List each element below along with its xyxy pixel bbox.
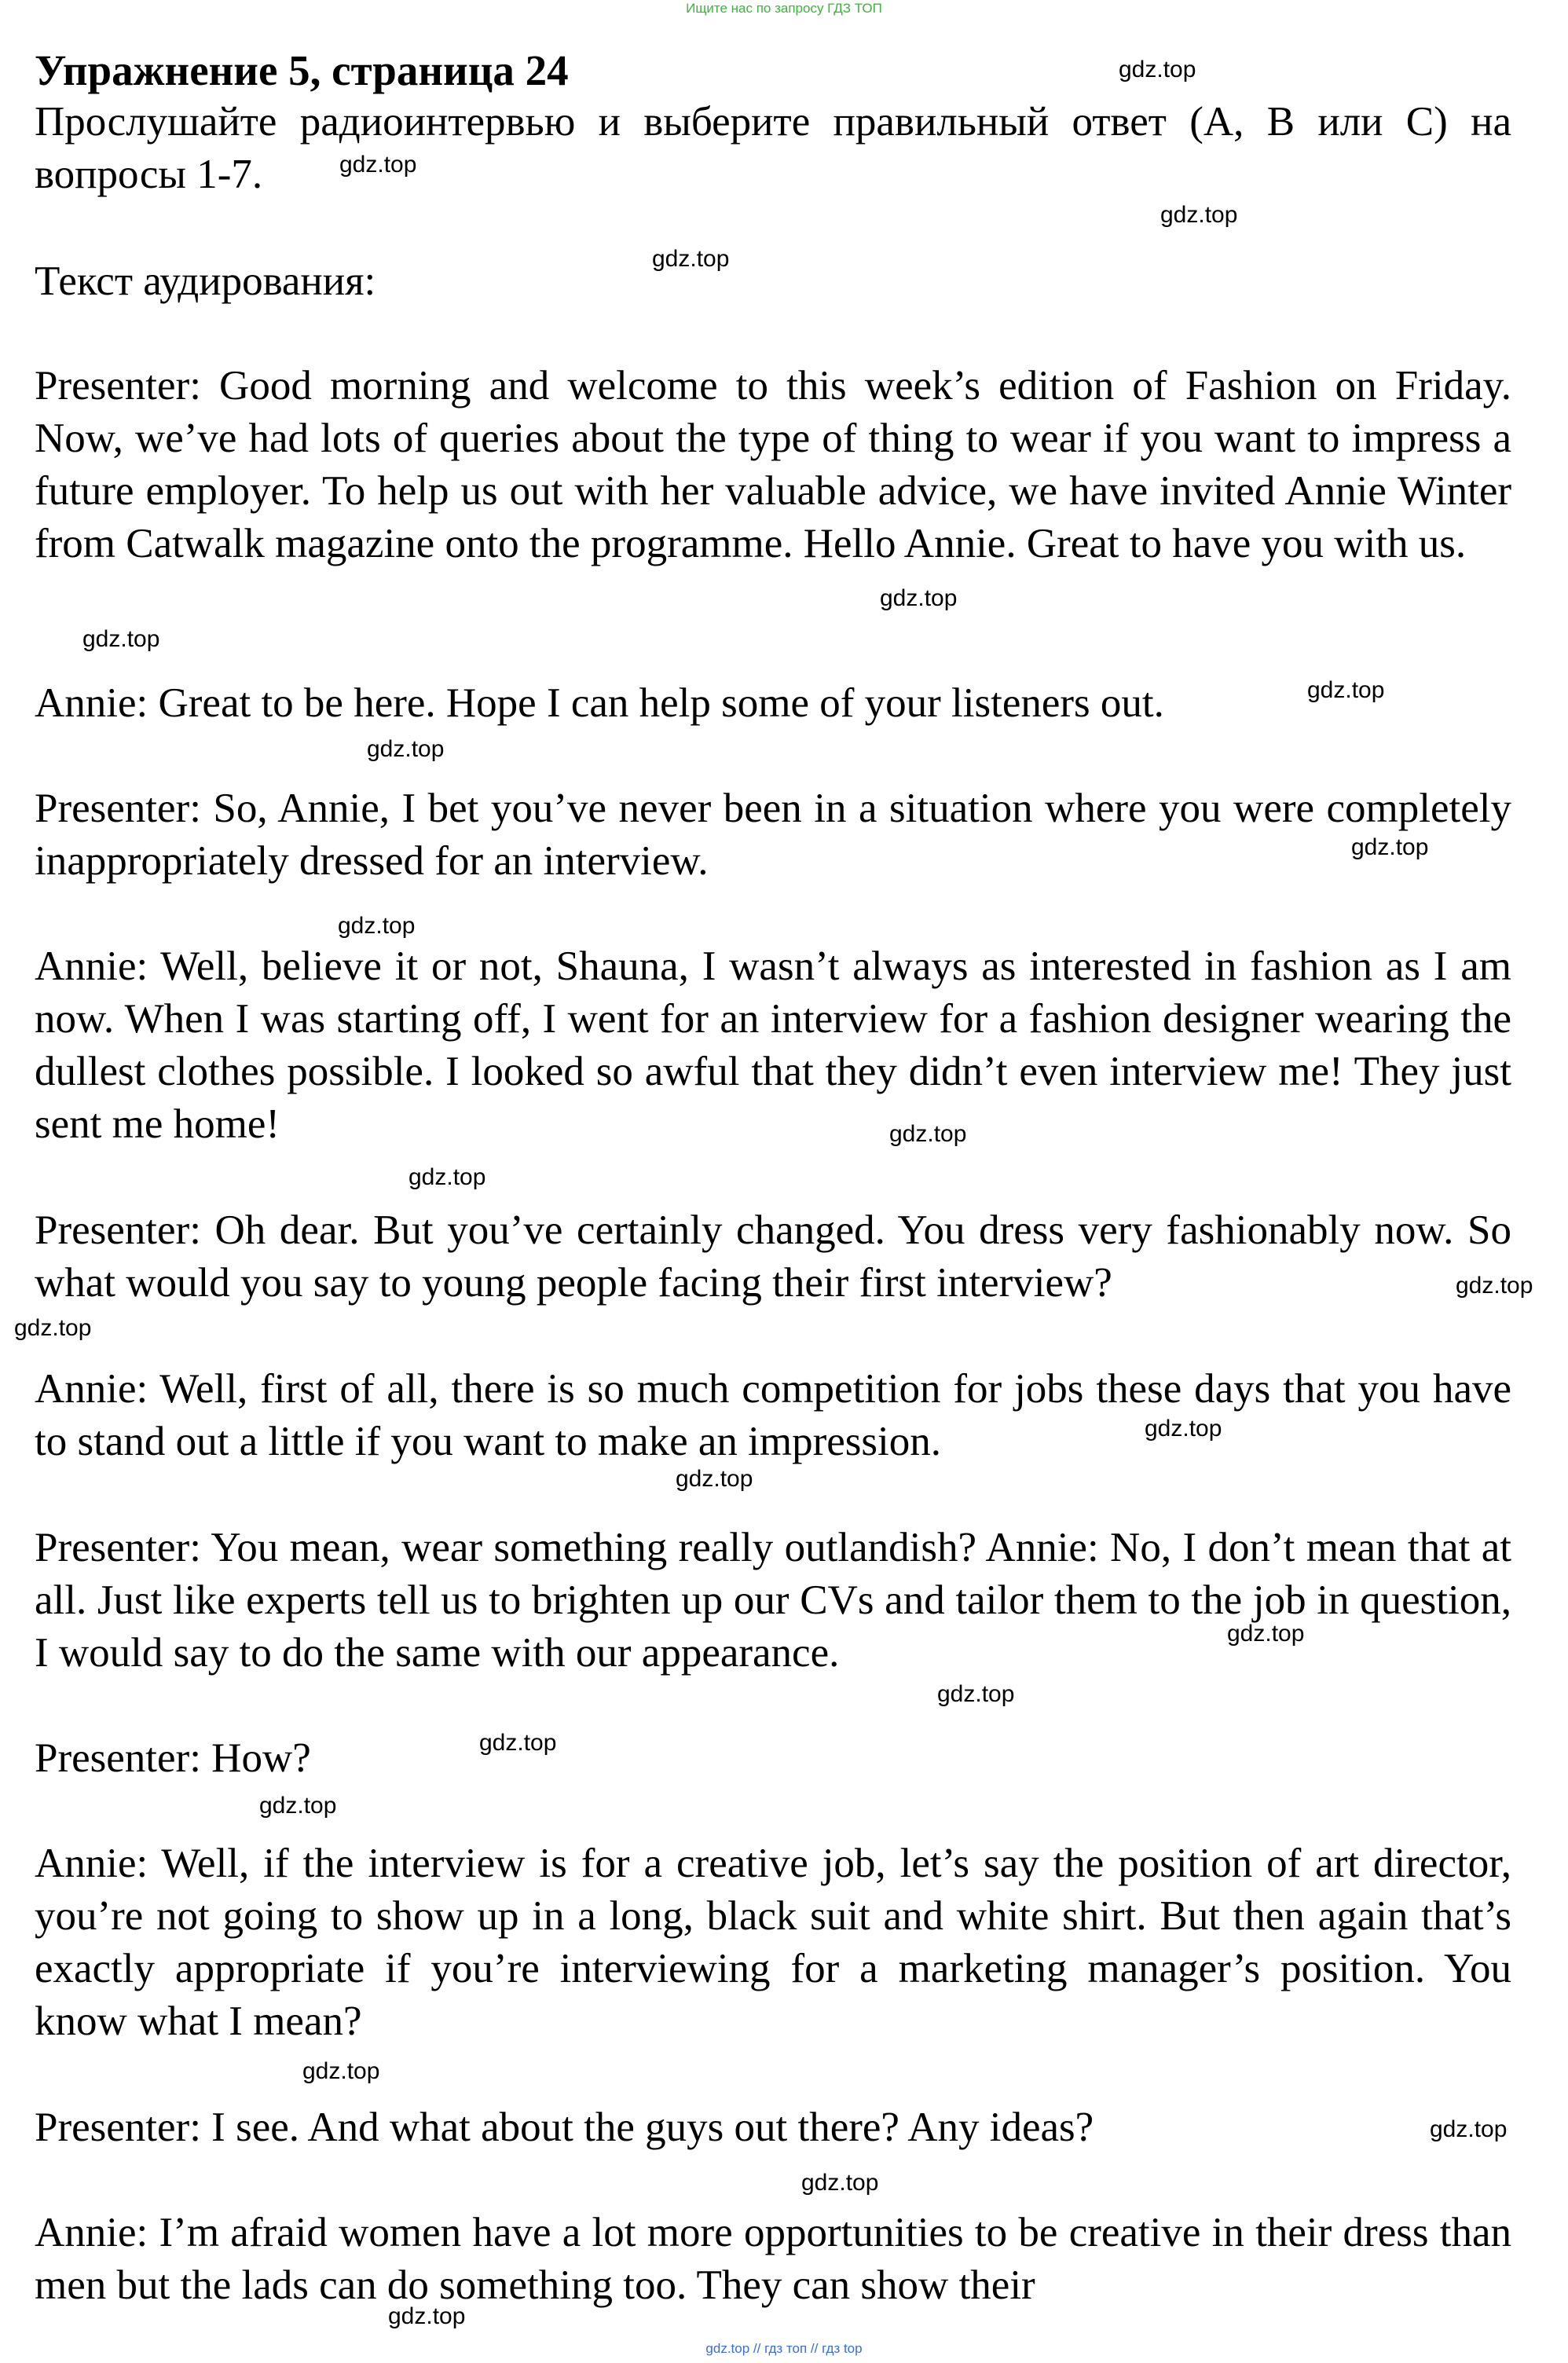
transcript-paragraph: Presenter: You mean, wear something really outlandish? Annie: No, I don’t mean that at all. Just like experts tell us to brighten up our CVs and tailor them to the job in question, I would say to do the same with our appearance. [35,1525,1511,1676]
transcript-paragraph: Annie: Great to be here. Hope I can help some of your listeners out. [35,680,1164,726]
watermark: gdz.top [1119,57,1196,82]
watermark: gdz.top [408,1164,486,1190]
task-instruction: Прослушайте радиоинтервью и выберите правильный ответ (A, B или C) на вопросы 1-7. [35,99,1511,197]
bottom-banner: gdz.top // гдз топ // гдз top [705,2341,863,2356]
transcript-paragraph: Presenter: I see. And what about the guys out there? Any ideas? [35,2105,1094,2150]
watermark: gdz.top [880,585,958,611]
watermark: gdz.top [388,2303,466,2329]
watermark: gdz.top [367,736,445,762]
watermark: gdz.top [937,1681,1015,1707]
watermark: gdz.top [676,1466,753,1492]
watermark: gdz.top [82,626,160,652]
watermark: gdz.top [1456,1273,1533,1299]
watermark: gdz.top [889,1121,967,1147]
transcript-paragraph: Presenter: How? [35,1735,311,1781]
transcript-label: Текст аудирования: [35,258,376,304]
transcript-paragraph: Presenter: Good morning and welcome to this week’s edition of Fashion on Friday. Now, we’ve had lots of queries about the type of thing to wear if you want to impress a future employer. To help us out with her valuable advice, we have invited Annie Winter from Catwalk magazine onto the programme. Hello Annie. Great to have you with us. [35,363,1511,566]
watermark: gdz.top [339,152,417,178]
transcript-paragraph: Annie: Well, believe it or not, Shauna, I wasn’t always as interested in fashion as I am now. When I was starting off, I went for an interview for a fashion designer wearing the dullest clothes possible. I looked so awful that they didn’t even interview me! They just sent me home! [35,943,1511,1147]
transcript-paragraph: Annie: Well, first of all, there is so much competition for jobs these days that you have to stand out a little if you want to make an impression. [35,1366,1511,1464]
page-title: Упражнение 5, страница 24 [35,46,569,94]
watermark: gdz.top [338,913,416,939]
transcript-paragraph: Annie: Well, if the interview is for a creative job, let’s say the position of art director, you’re not going to show up in a long, black suit and white shirt. But then again that’s exactly appropriate if you’re interviewing for a marketing manager’s position. You know what I mean? [35,1841,1511,2044]
watermark: gdz.top [801,2170,879,2196]
transcript-paragraph: Presenter: So, Annie, I bet you’ve never been in a situation where you were completely inappropriately dressed for an interview. [35,786,1511,884]
watermark: gdz.top [652,246,730,272]
top-banner: Ищите нас по запросу ГДЗ ТОП [686,1,882,16]
transcript-paragraph: Presenter: Oh dear. But you’ve certainly changed. You dress very fashionably now. So what would you say to young people facing their first interview? [35,1207,1511,1306]
watermark: gdz.top [1307,677,1385,703]
watermark: gdz.top [302,2058,380,2084]
watermark: gdz.top [1227,1621,1305,1647]
watermark: gdz.top [1160,202,1238,228]
watermark: gdz.top [1145,1416,1222,1442]
watermark: gdz.top [1430,2116,1508,2142]
watermark: gdz.top [14,1315,92,1341]
transcript-paragraph: Annie: I’m afraid women have a lot more opportunities to be creative in their dress than men but the lads can do something too. They can show their [35,2210,1511,2308]
watermark: gdz.top [479,1730,557,1756]
watermark: gdz.top [259,1793,337,1819]
watermark: gdz.top [1351,834,1429,860]
